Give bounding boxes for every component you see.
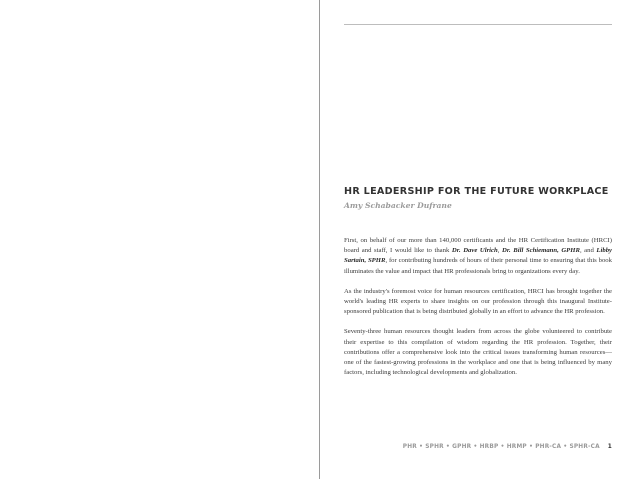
article-author: Amy Schabacker Dufrane [344,201,452,210]
paragraph-hrci: As the industry's foremost voice for human resources certification, HRCI has brought together the world's leading HR experts to share insights on our profession through this inaugural Institute-sponsored publication that is being distributed globally in an effort to advance the HR profession. [344,287,612,316]
paragraph-text: , and [579,247,597,255]
page-spine-divider [319,0,320,479]
article [344,186,612,378]
paragraph-thanks [344,236,612,277]
contributor-name: Dr. Bill Schiemann, GPHR [501,247,580,255]
article-title: HR LEADERSHIP FOR THE FUTURE WORKPLACE [344,186,609,197]
paragraph-text: First, on behalf of our more than 140,000 certificants and the HR Certification Institute (HRCI) board and staff, I would like to thank [344,237,612,255]
top-rule [344,24,612,25]
page-number: 1 [607,444,612,450]
paragraph-text: , for contributing hundreds of hours of their personal time to ensuring that this book illuminates the value and impact that HR professionals bring to organizations every day. [344,257,612,275]
contributor-name: Libby Sartain, SPHR [344,247,613,265]
contributor-name: Dr. Dave Ulrich [451,247,498,255]
paragraph-text: , [497,247,502,255]
page-footer [403,444,612,450]
paragraph-contributors: Seventy-three human resources thought leaders from across the globe volunteered to contribute their expertise to this compilation of wisdom regarding the HR profession. Together, their contributions offer a comprehensive look into the critical issues transforming human resources—one of the fastest-growing professions in the workplace and one that is being influenced by many factors, including technological developments and globalization. [344,328,612,377]
footer-credentials: PHR • SPHR • GPHR • HRBP • HRMP • PHR-CA • SPHR-CA [402,444,600,450]
